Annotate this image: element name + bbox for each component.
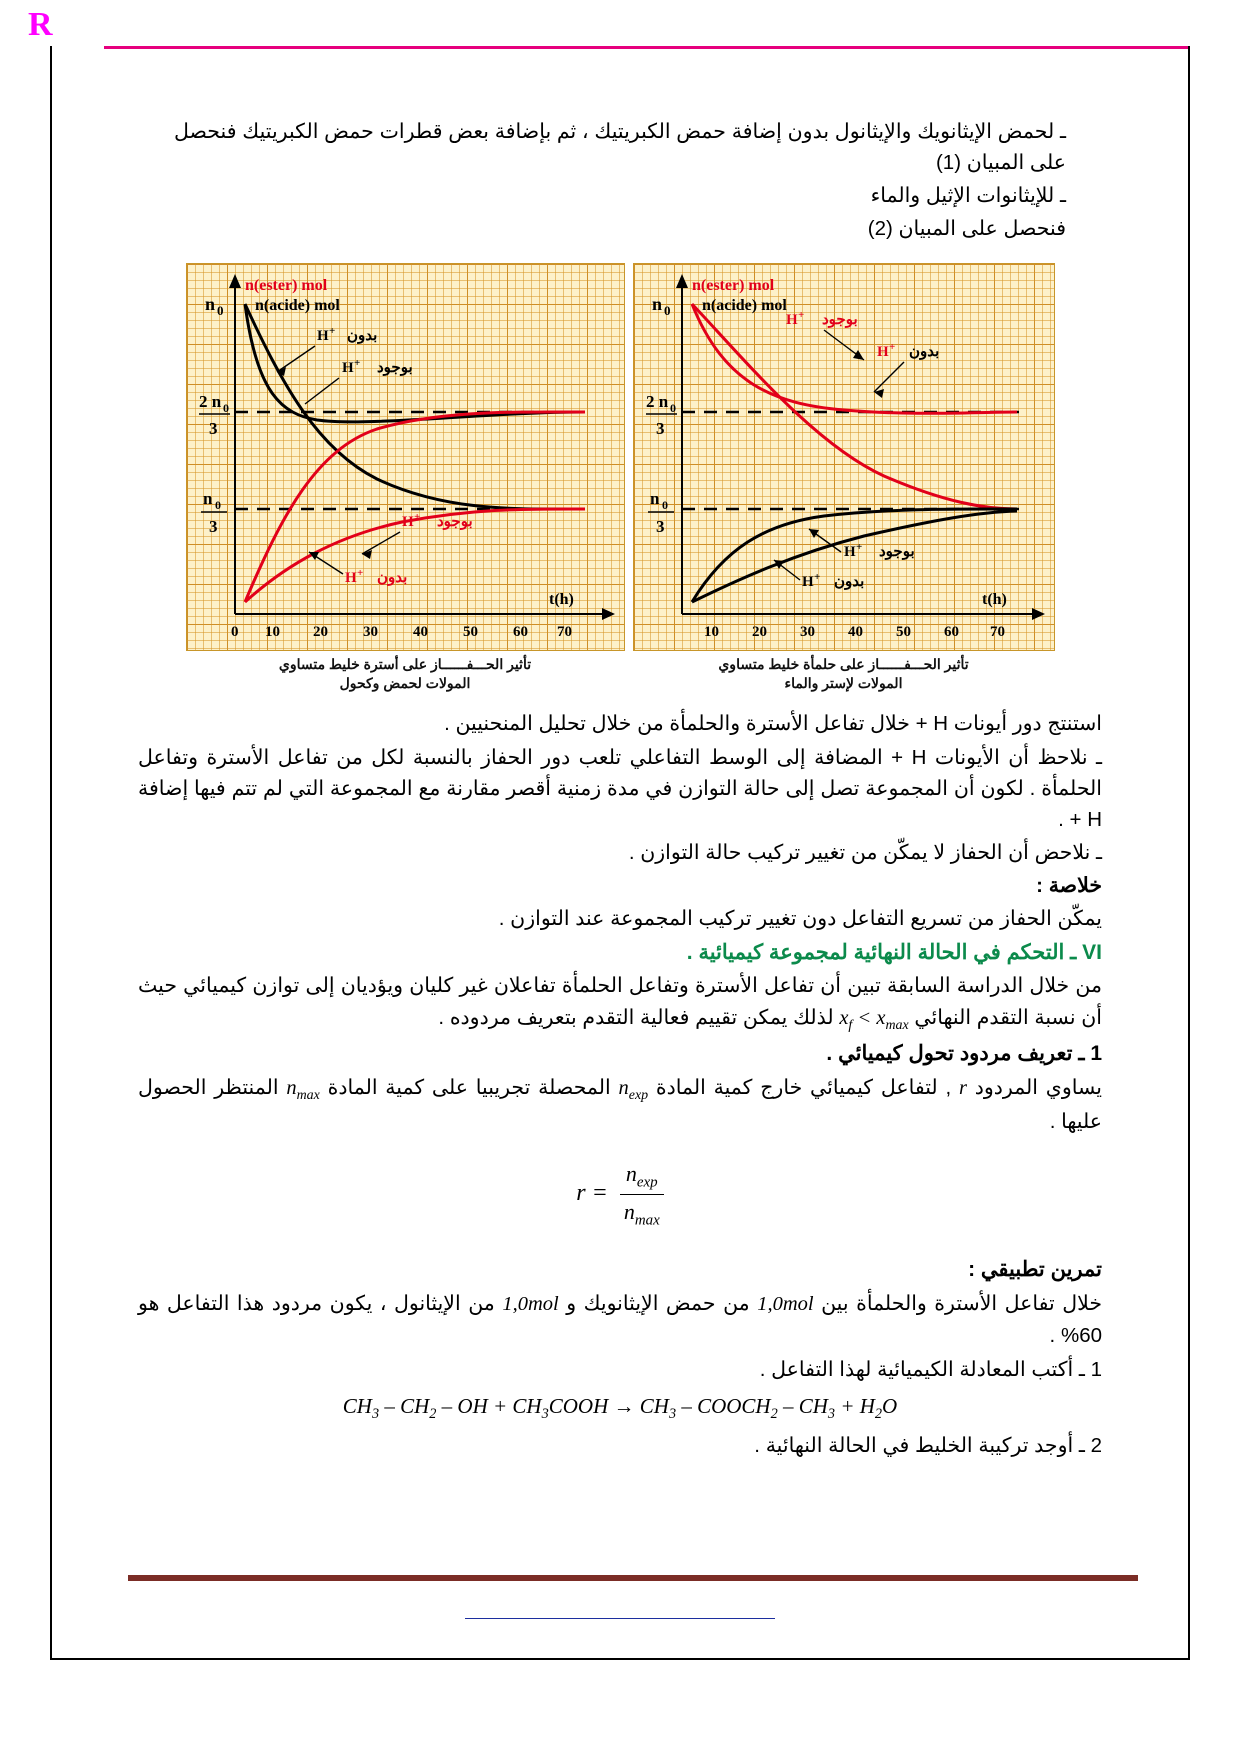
paragraph-observation: ـ نلاحظ أن الأيونات H + المضافة إلى الوسط التفاعلي تلعب دور الحفاز بالنسبة لكل من تفاعل الأسترة وتفاعل الحلمأة . لكون أن المجموعة تصل إلى حالة التوازن في مدة زمنية أقصر مقارنة مع المجموعة التي لم تتم فيها إضافة H + . <box>138 745 1102 831</box>
exercise-text-c: من الإيثانول ، يكون مردود هذا التفاعل هو <box>138 1292 495 1316</box>
paragraph-study-part-a: من خلال الدراسة السابقة تبين أن تفاعل الأسترة وتفاعل الحلمأة تفاعلان غير كليان ويؤديان إلى توازن كيميائي حيث أن نسبة التقدم النهائي <box>138 974 1102 1029</box>
graph-2-caption-line-1: تأثير الحـــفــــــاز على حلمأة خليط متساوي <box>718 655 969 672</box>
svg-text:+: + <box>797 308 804 321</box>
svg-text:3: 3 <box>655 516 664 536</box>
svg-text:H: H <box>876 343 889 360</box>
paragraph-yield-definition <box>138 1072 1102 1137</box>
graph-1-wrapper <box>186 263 625 693</box>
svg-text:0: 0 <box>216 302 223 318</box>
exercise-text-b: من حمض الإيثانويك و <box>566 1292 750 1316</box>
svg-text:20: 20 <box>751 623 767 640</box>
summary-text: يمكّن الحفاز من تسريع التفاعل دون تغيير تركيب المجموعة عند التوازن . <box>498 907 1102 931</box>
exercise-value-1: 1,0mol <box>757 1293 814 1316</box>
exercise-title: تمرين تطبيقي : <box>968 1258 1102 1282</box>
svg-text:30: 30 <box>362 623 378 640</box>
app-logo: R <box>28 6 53 43</box>
svg-text:60: 60 <box>512 623 528 640</box>
svg-text:t(h): t(h) <box>548 590 574 608</box>
question-1: 1 ـ أكتب المعادلة الكيميائية لهذا التفاعل . <box>759 1357 1102 1381</box>
section-heading-vi: VI ـ التحكم في الحالة النهائية لمجموعة كيميائية . <box>686 940 1102 964</box>
svg-text:بوجود: بوجود <box>821 310 858 328</box>
formula-fraction <box>620 1157 664 1232</box>
formula-r: r = <box>576 1180 614 1207</box>
graph-1-caption <box>186 655 625 693</box>
svg-text:+: + <box>328 324 335 337</box>
paragraph-study-part-b: لذلك يمكن تقييم فعالية التقدم بتعريف مردوده . <box>438 1005 834 1029</box>
svg-text:3: 3 <box>655 418 664 438</box>
exercise-text-d: . <box>1049 1324 1056 1348</box>
svg-text:بوجود: بوجود <box>436 512 473 530</box>
graph-1-caption-line-1: تأثير الحـــفــــــاز على أسترة خليط متساوي <box>278 655 532 672</box>
svg-text:0: 0 <box>222 400 229 415</box>
paragraph-study <box>138 970 1102 1035</box>
svg-text:0: 0 <box>663 302 670 318</box>
summary-label: خلاصة : <box>1036 874 1102 898</box>
inline-math-nexp: $n_{exp}$ <box>618 1076 649 1103</box>
svg-text:3: 3 <box>208 516 217 536</box>
svg-text:n: n <box>649 488 659 508</box>
graph-2-caption <box>633 655 1055 693</box>
exercise-text-a: خلال تفاعل الأسترة والحلمأة بين <box>821 1292 1102 1316</box>
formula-denominator: $n_{max}$ <box>620 1194 664 1232</box>
svg-text:10: 10 <box>264 623 280 640</box>
graph-1-caption-line-2: المولات لحمض وكحول <box>339 674 471 691</box>
yield-text-d: المنتظر الحصول عليها . <box>138 1075 1102 1133</box>
svg-text:t(h): t(h) <box>981 590 1007 608</box>
svg-text:n(ester) mol: n(ester) mol <box>691 276 774 294</box>
svg-text:40: 40 <box>412 623 428 640</box>
subsection-1-title: 1 ـ تعريف مردود تحول كيميائي . <box>826 1041 1102 1065</box>
yield-text-b: , لتفاعل كيميائي خارج كمية المادة <box>655 1075 952 1099</box>
svg-text:H: H <box>785 311 798 328</box>
footer-divider <box>128 1575 1138 1581</box>
svg-text:0: 0 <box>669 400 676 415</box>
svg-text:n: n <box>651 293 662 314</box>
svg-text:بدون: بدون <box>833 572 864 590</box>
yield-text-c: المحصلة تجريبيا على كمية المادة <box>327 1075 611 1099</box>
question-2: 2 ـ أوجد تركيبة الخليط في الحالة النهائية . <box>754 1433 1102 1457</box>
svg-text:بدون: بدون <box>908 342 939 360</box>
yield-text-a: يساوي المردود <box>974 1075 1102 1099</box>
intro-line-2: ـ للإيثانوات الإثيل والماء <box>870 184 1066 208</box>
svg-text:30: 30 <box>799 623 815 640</box>
svg-text:n: n <box>204 293 215 314</box>
svg-text:H: H <box>316 327 329 344</box>
svg-text:+: + <box>855 540 862 553</box>
exercise-statement <box>138 1288 1102 1351</box>
footer-link-underline <box>465 1604 775 1619</box>
intro-block <box>174 116 1066 245</box>
svg-text:بدون: بدون <box>346 326 377 344</box>
intro-line-1: ـ لحمض الإيثانويك والإيثانول بدون إضافة حمض الكبريتيك ، ثم بإضافة بعض قطرات حمض الكبريتيك فنحصل على المبيان (1) <box>174 120 1066 175</box>
svg-text:H: H <box>341 359 354 376</box>
svg-text:60: 60 <box>943 623 959 640</box>
svg-text:50: 50 <box>895 623 911 640</box>
svg-text:2 n: 2 n <box>645 391 668 411</box>
svg-text:H: H <box>843 543 856 560</box>
graph-2-caption-line-2: المولات لإستر والماء <box>784 674 903 691</box>
exercise-value-3: 60% <box>1060 1324 1102 1348</box>
svg-text:بوجود: بوجود <box>376 358 413 376</box>
svg-text:H: H <box>801 573 814 590</box>
svg-text:H: H <box>401 513 414 530</box>
svg-text:70: 70 <box>556 623 572 640</box>
graphs-row <box>78 263 1162 693</box>
graph-1 <box>186 263 625 651</box>
svg-text:10: 10 <box>703 623 719 640</box>
svg-text:0: 0 <box>661 497 668 512</box>
svg-text:40: 40 <box>847 623 863 640</box>
svg-text:+: + <box>888 340 895 353</box>
svg-text:n(acide) mol: n(acide) mol <box>701 296 787 314</box>
svg-text:بدون: بدون <box>376 568 407 586</box>
svg-text:n(acide) mol: n(acide) mol <box>254 296 340 314</box>
svg-text:50: 50 <box>462 623 478 640</box>
svg-text:2 n: 2 n <box>198 391 221 411</box>
svg-text:70: 70 <box>989 623 1005 640</box>
paragraph-note: ـ نلاحض أن الحفاز لا يمكّن من تغيير تركيب حالة التوازن . <box>628 841 1102 865</box>
svg-text:+: + <box>353 356 360 369</box>
svg-text:+: + <box>813 570 820 583</box>
yield-formula <box>138 1157 1102 1232</box>
svg-text:n(ester) mol: n(ester) mol <box>244 276 327 294</box>
svg-text:+: + <box>413 510 420 523</box>
chemical-equation: $CH_3 - CH_2$ – OH + $CH_3COOH \to CH_3$ – $COOCH_2 - CH_3 + H_2O$ <box>342 1393 898 1422</box>
paragraph-conclusion: استنتج دور أيونات H + خلال تفاعل الأسترة والحلمأة من خلال تحليل المنحنيين . <box>444 712 1102 736</box>
inline-math-xf-xmax: $x_f < x_{max}$ <box>839 1006 909 1033</box>
svg-text:بوجود: بوجود <box>878 542 915 560</box>
svg-text:H: H <box>344 569 357 586</box>
svg-text:0: 0 <box>230 623 238 640</box>
inline-math-nmax: $n_{max}$ <box>286 1076 320 1103</box>
graph-2 <box>633 263 1055 651</box>
formula-numerator: $n_{exp}$ <box>625 1161 658 1191</box>
body-text <box>138 708 1102 1460</box>
svg-text:3: 3 <box>208 418 217 438</box>
exercise-value-2: 1,0mol <box>502 1293 559 1316</box>
intro-line-3: فنحصل على المبيان (2) <box>867 217 1066 241</box>
footer-link[interactable] <box>0 1604 1240 1623</box>
svg-text:n: n <box>202 488 212 508</box>
svg-text:20: 20 <box>312 623 328 640</box>
svg-text:+: + <box>356 566 363 579</box>
graph-2-wrapper <box>633 263 1055 693</box>
inline-math-r: r <box>958 1076 967 1099</box>
document-content <box>78 70 1162 1463</box>
svg-text:0: 0 <box>214 497 221 512</box>
